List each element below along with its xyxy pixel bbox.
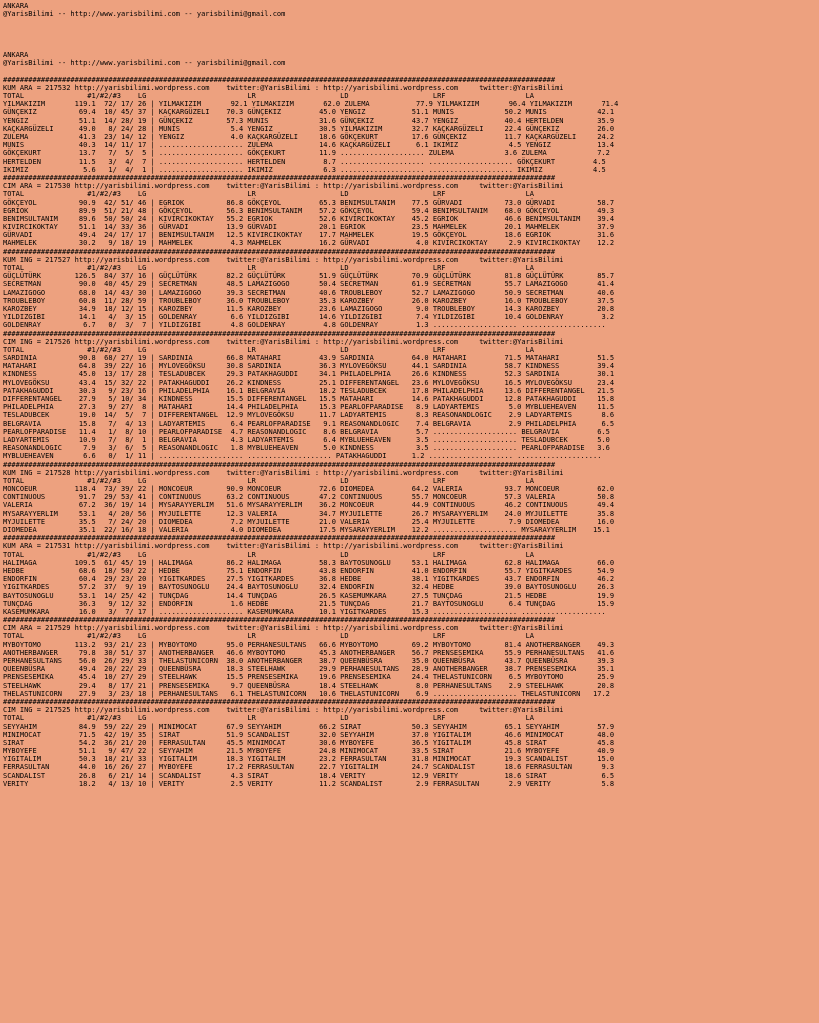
text-line: MATAHARI 64.8 39/ 22/ 16 | MYLOVEGÖKSU 30.8 SARDINIA 36.3 MYLOVEGÖKSU 44.1 SARDINIA 58.7 KINDNESS 39.4 [3,362,615,371]
text-line: ENDORFIN 60.4 29/ 23/ 20 | YIGITKARDES 27.5 YIGITKARDES 36.8 HEDBE 38.1 YIGITKARDES 43.7 ENDORFIN 46.2 [3,575,615,584]
text-line: TOTAL #1/#2/#3 LG LR LD LRF LA [3,476,535,485]
text-line: TOTAL #1/#2/#3 LG LR LD LRF LA [3,714,535,723]
text-line: HALIMAGA 109.5 61/ 45/ 19 | HALIMAGA 86.2 HALIMAGA 58.3 BAYTOSUNOGLU 53.1 HALIMAGA 62.8 HALIMAGA 66.0 [3,558,615,567]
text-line: SECRETMAN 90.0 40/ 45/ 29 | SECRETMAN 48.5 LAMAZIGOGO 50.4 SECRETMAN 61.9 SECRETMAN 55.7 LAMAZIGOGO 41.4 [3,280,615,289]
text-line: CIM ING = 217525 http://yarisbilimi.wordpress.com twitter:@YarisBilimi : http://yarisbilimi.wordpress.com twitter:@YarisBilimi [3,706,564,715]
text-line: MONCOEUR 118.4 73/ 39/ 22 | MONCOEUR 90.9 MONCOEUR 72.6 DIOMEDEA 64.2 VALERIA 93.7 MONCOEUR 62.0 [3,485,615,494]
text-line: VERITY 18.2 4/ 13/ 10 | VERITY 2.5 VERITY 11.2 SCANDALIST 2.9 FERRASULTAN 2.9 VERITY 5.8 [3,779,615,788]
text-line: TOTAL #1/#2/#3 LG LR LD LRF LA [3,345,535,354]
text-line: YIGITALIM 50.3 18/ 21/ 33 | YIGITALIM 18.3 YIGITALIM 23.2 FERRASULTAN 31.8 MINIMOCAT 19.3 SCANDALIST 15.0 [3,755,615,764]
text-line: SEYYAHIM 84.9 59/ 22/ 29 | MINIMOCAT 67.9 SEYYAHIM 66.2 SIRAT 50.3 SEYYAHIM 65.1 SEYYAHIM 57.9 [3,722,615,731]
text-line: IKIMIZ 5.6 1/ 4/ 1 | .................... IKIMIZ 6.3 .................... .................... IKIMIZ 4.5 [3,165,606,174]
text-line: PEARLOFPARADISE 11.4 1/ 8/ 10 | PEARLOFPARADISE 4.7 REASONANDLOGIC 8.6 BELGRAVIA 5.7 .................... BELGRAVIA 6.5 [3,427,610,436]
text-line: REASONANDLOGIC 7.9 3/ 6/ 5 | REASONANDLOGIC 1.8 MYBLUEHEAVEN 5.0 KINDNESS 3.5 .................... PEARLOFPARADISE 3.6 [3,444,610,453]
text-line: VALERIA 67.2 36/ 19/ 14 | MYSARAYYERLIM 51.6 MYSARAYYERLIM 36.2 MONCOEUR 44.9 CONTINUOUS 46.2 CONTINUOUS 49.4 [3,501,615,510]
text-line: BELGRAVIA 15.8 7/ 4/ 13 | LADYARTEMIS 6.4 PEARLOFPARADISE 9.1 REASONANDLOGIC 7.4 BELGRAVIA 2.9 PHILADELPHIA 6.5 [3,419,615,428]
text-line: HERTELDEN 11.5 3/ 4/ 7 | .................... HERTELDEN 8.7 .................... .................... GÖKÇEKURT 4.5 [3,157,606,166]
text-line: TUNÇDAG 36.3 9/ 12/ 32 | ENDORFIN 1.6 HEDBE 21.5 TUNÇDAG 21.7 BAYTOSUNOGLU 6.4 TUNÇDAG 15.9 [3,599,615,608]
blank-line [3,35,816,43]
text-line: GÖKÇEYOL 90.9 42/ 51/ 46 | EGRIOK 86.8 GÖKÇEYOL 65.3 BENIMSULTANIM 77.5 GÜRVADI 73.0 GÜRVADI 58.7 [3,198,615,207]
text-line: MYSARAYYERLIM 53.1 4/ 20/ 56 | MYJUILETTE 12.3 VALERIA 34.7 MYJUILETTE 26.7 MYSARAYYERLIM 24.0 MYJUILETTE 35.8 [3,509,615,518]
text-line: PERHANESULTANS 56.0 26/ 29/ 33 | THELASTUNICORN 38.0 ANOTHERBANGER 38.7 QUEENBÜSRA 35.0 QUEENBÜSRA 43.7 QUEENBÜSRA 39.3 [3,657,615,665]
text-line: MUNIS 40.3 14/ 11/ 17 | .................... ZULEMA 14.6 KAÇKARGÜZELI 6.1 IKIMIZ 4.5 YENGIZ 13.4 [3,141,615,150]
text-line: KUM ING = 217528 http://yarisbilimi.wordpress.com twitter:@YarisBilimi : http://yarisbilimi.wordpress.com twitter:@YarisBilimi [3,468,564,477]
blank-line [3,18,816,26]
separator-line: ################################################################################################################################### [3,329,556,338]
text-line: TOTAL #1/#2/#3 LG LR LD LRF LA [3,190,535,199]
text-line: KAROZBEY 34.9 18/ 12/ 15 | KAROZBEY 11.5 KAROZBEY 23.6 LAMAZIGOGO 9.0 TROUBLEBOY 14.3 KAROZBEY 20.8 [3,304,615,313]
text-line: MYBOYEFE 51.1 9/ 47/ 22 | SEYYAHIM 21.5 MYBOYEFE 24.8 MINIMOCAT 33.5 SIRAT 21.6 MYBOYEFE 40.9 [3,747,615,756]
text-line: KUM ARA = 217531 http://yarisbilimi.wordpress.com twitter:@YarisBilimi : http://yarisbilimi.wordpress.com twitter:@YarisBilimi [3,542,564,551]
separator-line: ################################################################################################################################### [3,534,556,543]
text-line: DIFFERENTANGEL 27.9 5/ 10/ 34 | KINDNESS 15.5 DIFFERENTANGEL 15.5 MATAHARI 14.6 PATAKHAGUDDI 12.8 PATAKHAGUDDI 15.8 [3,395,615,403]
text-line: LAMAZIGOGO 68.0 14/ 43/ 30 | LAMAZIGOGO 39.3 SECRETMAN 40.6 TROUBLEBOY 52.7 LAMAZIGOGO 50.9 SECRETMAN 40.6 [3,288,615,297]
separator-line: ################################################################################################################################### [3,616,556,625]
text-line: GÜRVADI 49.4 24/ 17/ 17 | BENIMSULTANIM 12.5 KIVIRCIKOKTAY 17.7 MAHMELEK 19.5 GÖKÇEYOL 18.6 EGRIOK 31.6 [3,231,615,240]
text-line: KAÇKARGÜZELI 49.0 8/ 24/ 28 | MUNIS 5.4 YENGIZ 30.5 YILMAKIZIM 32.7 KAÇKARGÜZELI 22.4 GÜNÇEKIZ 26.0 [3,124,615,133]
text-line: BENIMSULTANIM 89.6 50/ 50/ 24 | KIVIRCIKOKTAY 55.2 EGRIOK 52.6 KIVIRCIKOKTAY 45.2 EGRIOK 46.6 BENIMSULTANIM 39.4 [3,214,615,223]
results-document [3,2,816,788]
text-line: KIVIRCIKOKTAY 51.1 14/ 33/ 36 | GÜRVADI 13.9 GÜRVADI 20.1 EGRIOK 23.5 MAHMELEK 20.1 MAHMELEK 37.9 [3,223,615,232]
text-line: GÖKÇEKURT 13.7 7/ 5/ 5 | .................... GÖKÇEKURT 11.9 .................... ZULEMA 3.6 ZULEMA 7.2 [3,149,610,158]
text-line: YENGIZ 51.1 14/ 28/ 19 | GÜNÇEKIZ 57.3 MUNIS 31.6 GÜNÇEKIZ 43.7 YENGIZ 40.4 HERTELDEN 35.9 [3,116,615,125]
text-line: ANKARA [3,2,29,10]
text-line: CIM ARA = 217529 http://yarisbilimi.wordpress.com twitter:@YarisBilimi : http://yarisbilimi.wordpress.com twitter:@YarisBilimi [3,624,564,633]
text-line: PATAKHAGUDDI 30.3 9/ 23/ 16 | PHILADELPHIA 16.1 BELGRAVIA 18.2 TESLADUBCEK 17.8 PHILADELPHIA 13.6 DIFFERENTANGEL 21.5 [3,386,615,395]
text-line: THELASTUNICORN 27.9 3/ 23/ 18 | PERHANESULTANS 6.1 THELASTUNICORN 10.6 THELASTUNICORN 6.9 .................... THELASTUNICORN 17.2 [3,689,610,698]
text-line: MYBLUEHEAVEN 6.6 0/ 1/ 11 | .................... .................... PATAKHAGUDDI 1.2 .................... .................... [3,452,602,461]
separator-line: ################################################################################################################################### [3,75,556,84]
text-line: TOTAL #1/#2/#3 LG LR LD LRF LA [3,92,535,101]
text-line: PRENSESEMIKA 45.4 10/ 27/ 29 | STEELHAWK 15.5 PRENSESEMIKA 19.6 PRENSESEMIKA 24.4 THELASTUNICORN 6.5 MYBOYTOMO 25.9 [3,673,615,682]
text-line: KASEMUMKARA 16.0 3/ 7/ 17 | .................... KASEMUMKARA 10.1 YIGITKARDES 15.3 .................... .................... [3,607,606,616]
text-line: FERRASULTAN 44.0 16/ 26/ 27 | MYBOYEFE 17.2 FERRASULTAN 22.7 YIGITALIM 24.7 SCANDALIST 18.6 FERRASULTAN 9.3 [3,763,615,772]
text-line: MYBOYTOMO 113.2 93/ 21/ 23 | MYBOYTOMO 95.0 PERHANESULTANS 66.6 MYBOYTOMO 69.2 MYBOYTOMO 81.4 ANOTHERBANGER 49.3 [3,640,615,649]
text-line: GÜÇLÜTÜRK 126.5 84/ 37/ 16 | GÜÇLÜTÜRK 82.2 GÜÇLÜTÜRK 51.9 GÜÇLÜTÜRK 70.9 GÜÇLÜTÜRK 81.8 GÜÇLÜTÜRK 85.7 [3,272,615,281]
text-line: @YarisBilimi -- http://www.yarisbilimi.com -- yarisbilimi@gmail.com [3,10,286,19]
blank-line [3,68,816,76]
text-line: ZULEMA 41.3 23/ 14/ 12 | YENGIZ 4.0 KAÇKARGÜZELI 18.6 GÖKÇEKURT 17.6 GÜNÇEKIZ 11.7 KAÇKARGÜZELI 24.2 [3,133,615,141]
text-line: SIRAT 54.2 36/ 21/ 20 | FERRASULTAN 45.5 MINIMOCAT 30.6 MYBOYEFE 36.5 YIGITALIM 45.8 SIRAT 45.8 [3,738,615,747]
text-line: KINDNESS 45.0 13/ 17/ 28 | TESLADUBCEK 29.3 PATAKHAGUDDI 34.1 PHILADELPHIA 26.6 KINDNESS 52.3 SARDINIA 30.1 [3,370,615,379]
text-line: GOLDENRAY 6.7 0/ 3/ 7 | YILDIZGIBI 4.8 GOLDENRAY 4.8 GOLDENRAY 1.3 .................... .................... [3,321,606,330]
text-line: KUM ARA = 217532 http://yarisbilimi.wordpress.com twitter:@YarisBilimi : http://yarisbilimi.wordpress.com twitter:@YarisBilimi [3,83,564,92]
text-line: CONTINUOUS 91.7 29/ 53/ 41 | CONTINUOUS 63.2 CONTINUOUS 47.2 CONTINUOUS 55.7 MONCOEUR 57.3 VALERIA 50.8 [3,493,615,502]
text-line: MYLOVEGÖKSU 43.4 15/ 32/ 22 | PATAKHAGUDDI 26.2 KINDNESS 25.1 DIFFERENTANGEL 23.6 MYLOVEGÖKSU 16.5 MYLOVEGÖKSU 23.4 [3,378,615,387]
blank-line [3,43,816,51]
separator-line: ################################################################################################################################### [3,697,556,706]
blank-line [3,27,816,35]
text-line: CIM ING = 217526 http://yarisbilimi.wordpress.com twitter:@YarisBilimi : http://yarisbilimi.wordpress.com twitter:@YarisBilimi [3,337,564,346]
text-line: TOTAL #1/#2/#3 LG LR LD LRF LA [3,264,535,272]
text-line: MAHMELEK 30.2 9/ 18/ 19 | MAHMELEK 4.3 MAHMELEK 16.2 GÜRVADI 4.0 KIVIRCIKOKTAY 2.9 KIVIRCIKOKTAY 12.2 [3,239,615,248]
text-line: LADYARTEMIS 10.9 7/ 8/ 1 | BELGRAVIA 4.3 LADYARTEMIS 6.4 MYBLUEHEAVEN 3.5 .................... TESLADUBCEK 5.0 [3,435,610,444]
text-line: BAYTOSUNOGLU 53.1 14/ 25/ 42 | TUNÇDAG 14.4 TUNÇDAG 26.5 KASEMUMKARA 27.5 TUNÇDAG 21.5 HEDBE 19.9 [3,591,615,600]
text-line: CIM ARA = 217530 http://yarisbilimi.wordpress.com twitter:@YarisBilimi : http://yarisbilimi.wordpress.com twitter:@YarisBilimi [3,182,564,191]
text-line: DIOMEDEA 35.1 22/ 16/ 18 | VALERIA 4.0 DIOMEDEA 17.5 MYSARAYYERLIM 12.2 .................... MYSARAYYERLIM 15.1 [3,526,610,534]
text-line: PHILADELPHIA 27.3 9/ 27/ 8 | MATAHARI 14.4 PHILADELPHIA 15.3 PEARLOFPARADISE 8.9 LADYARTEMIS 5.0 MYBLUEHEAVEN 11.5 [3,403,615,412]
text-line: YIGITKARDES 57.2 37/ 9/ 19 | BAYTOSUNOGLU 24.4 BAYTOSUNOGLU 32.4 ENDORFIN 32.4 HEDBE 39.0 BAYTOSUNOGLU 26.3 [3,583,615,592]
text-line: EGRIOK 89.9 51/ 21/ 48 | GÖKÇEYOL 56.3 BENIMSULTANIM 57.2 GÖKÇEYOL 59.4 BENIMSULTANIM 68.0 GÖKÇEYOL 49.3 [3,206,615,215]
text-line: TOTAL #1/#2/#3 LG LR LD LRF LA [3,632,535,641]
text-line: MYJUILETTE 35.5 7/ 24/ 20 | DIOMEDEA 7.2 MYJUILETTE 21.0 VALERIA 25.4 MYJUILETTE 7.9 DIOMEDEA 16.0 [3,517,615,526]
text-line: QUEENBÜSRA 49.4 20/ 22/ 29 | QUEENBÜSRA 18.3 STEELHAWK 29.9 PERHANESULTANS 28.9 ANOTHERBANGER 38.7 PRENSESEMIKA 35.1 [3,665,615,674]
text-line: TROUBLEBOY 60.8 11/ 28/ 59 | TROUBLEBOY 36.0 TROUBLEBOY 35.3 KAROZBEY 26.0 KAROZBEY 16.0 TROUBLEBOY 37.5 [3,296,615,305]
text-line: GÜNÇEKIZ 69.4 10/ 45/ 37 | KAÇKARGÜZELI 70.3 GÜNÇEKIZ 45.0 YENGIZ 51.1 MUNIS 50.2 MUNIS 42.1 [3,108,615,117]
text-line: TOTAL #1/#2/#3 LG LR LD LRF LA [3,550,535,559]
text-line: @YarisBilimi -- http://www.yarisbilimi.com -- yarisbilimi@gmail.com [3,59,286,68]
text-line: KUM ING = 217527 http://yarisbilimi.wordpress.com twitter:@YarisBilimi : http://yarisbilimi.wordpress.com twitter:@YarisBilimi [3,255,564,264]
separator-line: ################################################################################################################################### [3,247,556,256]
text-line: HEDBE 68.6 18/ 50/ 22 | HEDBE 75.1 ENDORFIN 43.8 ENDORFIN 41.0 ENDORFIN 55.7 YIGITKARDES 54.9 [3,566,615,575]
text-line: SCANDALIST 26.8 6/ 21/ 14 | SCANDALIST 4.3 SIRAT 18.4 VERITY 12.9 VERITY 18.6 SIRAT 6.5 [3,771,615,780]
separator-line: ################################################################################################################################### [3,460,556,469]
text-line: ANKARA [3,51,29,60]
text-line: SARDINIA 90.8 68/ 27/ 19 | SARDINIA 66.8 MATAHARI 43.9 SARDINIA 64.0 MATAHARI 71.5 MATAHARI 51.5 [3,354,615,363]
separator-line: ################################################################################################################################### [3,173,556,182]
text-line: STEELHAWK 29.4 8/ 17/ 21 | PRENSESEMIKA 9.7 QUEENBÜSRA 18.4 STEELHAWK 8.0 PERHANESULTANS 2.9 STEELHAWK 20.8 [3,681,615,690]
text-line: ANOTHERBANGER 79.8 30/ 51/ 37 | ANOTHERBANGER 46.6 MYBOYTOMO 45.3 ANOTHERBANGER 56.7 PRENSESEMIKA 55.9 PERHANESULTANS 41.6 [3,648,615,657]
text-line: YILMAKIZIM 119.1 72/ 17/ 26 | YILMAKIZIM 92.1 YILMAKIZIM 62.0 ZULEMA 77.9 YILMAKIZIM 96.4 YILMAKIZIM 71.4 [3,100,619,109]
text-line: MINIMOCAT 71.5 42/ 19/ 35 | SIRAT 51.9 SCANDALIST 32.0 SEYYAHIM 37.0 YIGITALIM 46.6 MINIMOCAT 48.0 [3,730,615,739]
text-line: YILDIZGIBI 14.1 4/ 3/ 15 | GOLDENRAY 6.6 YILDIZGIBI 14.6 YILDIZGIBI 7.4 YILDIZGIBI 10.4 GOLDENRAY 3.2 [3,313,615,322]
text-line: TESLADUBCEK 19.0 14/ 5/ 7 | DIFFERENTANGEL 12.9 MYLOVEGÖKSU 11.7 LADYARTEMIS 8.3 REASONANDLOGIC 2.9 LADYARTEMIS 8.6 [3,411,615,420]
